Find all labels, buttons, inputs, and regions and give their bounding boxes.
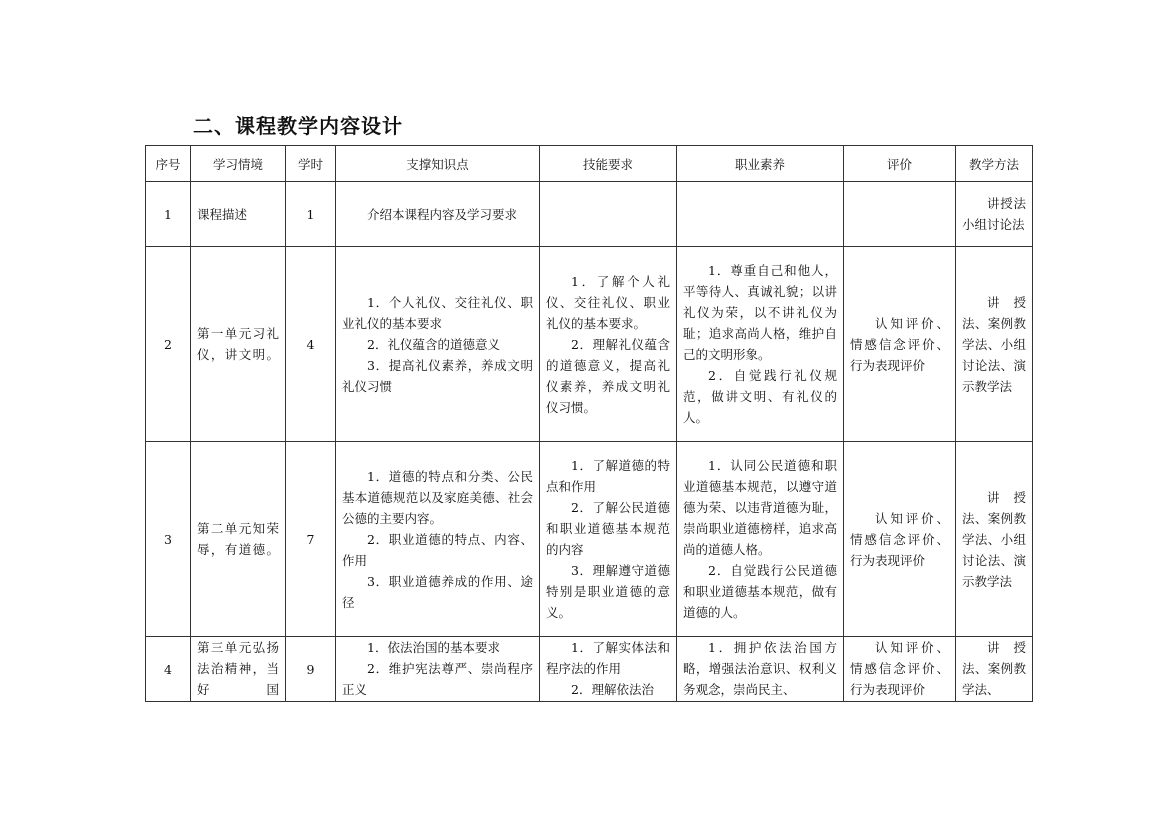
cell-evaluation	[844, 182, 956, 247]
method-text: 讲授法、案例教学法、	[962, 640, 1026, 697]
header-quality: 职业素养	[677, 146, 844, 182]
table-row	[146, 637, 1033, 702]
header-knowledge: 支撑知识点	[336, 146, 540, 182]
knowledge-item: 1．个人礼仪、交往礼仪、职业礼仪的基本要求	[342, 294, 533, 331]
cell-scenario: 第一单元习礼仪，讲文明。	[191, 247, 286, 442]
cell-no: 1	[146, 182, 191, 247]
quality-item: 2．自觉践行公民道德和职业道德基本规范，做有道德的人。	[683, 563, 837, 620]
cell-evaluation: 认知评价、情感信念评价、行为表现评价	[844, 247, 956, 442]
cell-evaluation	[844, 637, 956, 702]
table-row	[146, 442, 1033, 637]
cell-skills	[540, 247, 677, 442]
cell-knowledge	[336, 637, 540, 702]
cell-hours: 7	[286, 442, 336, 637]
cell-method	[956, 637, 1033, 702]
cell-quality	[677, 637, 844, 702]
header-no: 序号	[146, 146, 191, 182]
knowledge-item: 3．职业道德养成的作用、途径	[342, 573, 533, 610]
cell-quality	[677, 442, 844, 637]
cell-hours: 4	[286, 247, 336, 442]
knowledge-item: 1．道德的特点和分类、公民基本道德规范以及家庭美德、社会公德的主要内容。	[342, 468, 533, 526]
cell-quality	[677, 182, 844, 247]
cell-quality	[677, 247, 844, 442]
cell-method: 讲授法、案例教学法、小组讨论法、演示教学法	[956, 247, 1033, 442]
cell-scenario: 课程描述	[191, 182, 286, 247]
cell-skills	[540, 442, 677, 637]
quality-item: 1．尊重自己和他人，平等待人、真诚礼貌；以讲礼仪为荣，以不讲礼仪为耻；追求高尚人格，维护自己的文明形象。	[683, 263, 837, 362]
header-method: 教学方法	[956, 146, 1033, 182]
knowledge-item: 2．礼仪蕴含的道德意义	[367, 336, 500, 352]
header-scenario: 学习情境	[191, 146, 286, 182]
skill-item: 2．了解公民道德和职业道德基本规范的内容	[546, 500, 670, 557]
cell-knowledge	[336, 182, 540, 247]
cell-scenario: 第二单元知荣辱，有道德。	[191, 442, 286, 637]
skill-item: 3．理解遵守道德特别是职业道德的意义。	[546, 563, 670, 620]
skill-item: 1．了解实体法和程序法的作用	[546, 640, 670, 676]
cell-hours: 1	[286, 182, 336, 247]
skill-item: 1．了解道德的特点和作用	[546, 458, 670, 494]
table-row	[146, 182, 1033, 247]
cell-no: 2	[146, 247, 191, 442]
cell-skills	[540, 182, 677, 247]
cell-evaluation: 认知评价、情感信念评价、行为表现评价	[844, 442, 956, 637]
header-hours: 学时	[286, 146, 336, 182]
scenario-text: 第三单元弘扬法治精神，当好国	[197, 640, 279, 697]
quality-item: 1．认同公民道德和职业道德基本规范，以遵守道德为荣、以违背道德为耻，崇尚职业道德榜样，追求高尚的道德人格。	[683, 458, 837, 557]
course-content-table	[145, 145, 1033, 702]
cell-hours: 9	[286, 637, 336, 702]
evaluation-text: 认知评价、情感信念评价、行为表现评价	[850, 640, 949, 697]
cell-method: 讲授法、案例教学法、小组讨论法、演示教学法	[956, 442, 1033, 637]
header-evaluation: 评价	[844, 146, 956, 182]
cell-knowledge	[336, 442, 540, 637]
knowledge-item: 3．提高礼仪素养，养成文明礼仪习惯	[342, 357, 533, 394]
skill-item: 1．了解个人礼仪、交往礼仪、职业礼仪的基本要求。	[546, 273, 670, 331]
knowledge-item: 介绍本课程内容及学习要求	[367, 206, 518, 222]
cell-no: 3	[146, 442, 191, 637]
cell-knowledge	[336, 247, 540, 442]
cell-skills	[540, 637, 677, 702]
knowledge-item: 2．维护宪法尊严、崇尚程序正义	[342, 661, 533, 697]
page-title: 二、课程教学内容设计	[193, 114, 403, 138]
knowledge-item: 1．依法治国的基本要求	[367, 640, 500, 655]
cell-no: 4	[146, 637, 191, 702]
knowledge-item: 2．职业道德的特点、内容、作用	[342, 531, 533, 568]
cell-method: 讲授法小组讨论法	[956, 182, 1033, 247]
quality-item: 1．拥护依法治国方略，增强法治意识、权利义务观念，崇尚民主、	[683, 640, 837, 697]
cell-scenario	[191, 637, 286, 702]
table-header-row	[146, 146, 1033, 182]
skill-item: 2．理解依法治	[571, 682, 654, 697]
quality-item: 2．自觉践行礼仪规范，做讲文明、有礼仪的人。	[683, 368, 837, 425]
header-skills: 技能要求	[540, 146, 677, 182]
table-row	[146, 247, 1033, 442]
skill-item: 2．理解礼仪蕴含的道德意义，提高礼仪素养，养成文明礼仪习惯。	[546, 336, 670, 415]
